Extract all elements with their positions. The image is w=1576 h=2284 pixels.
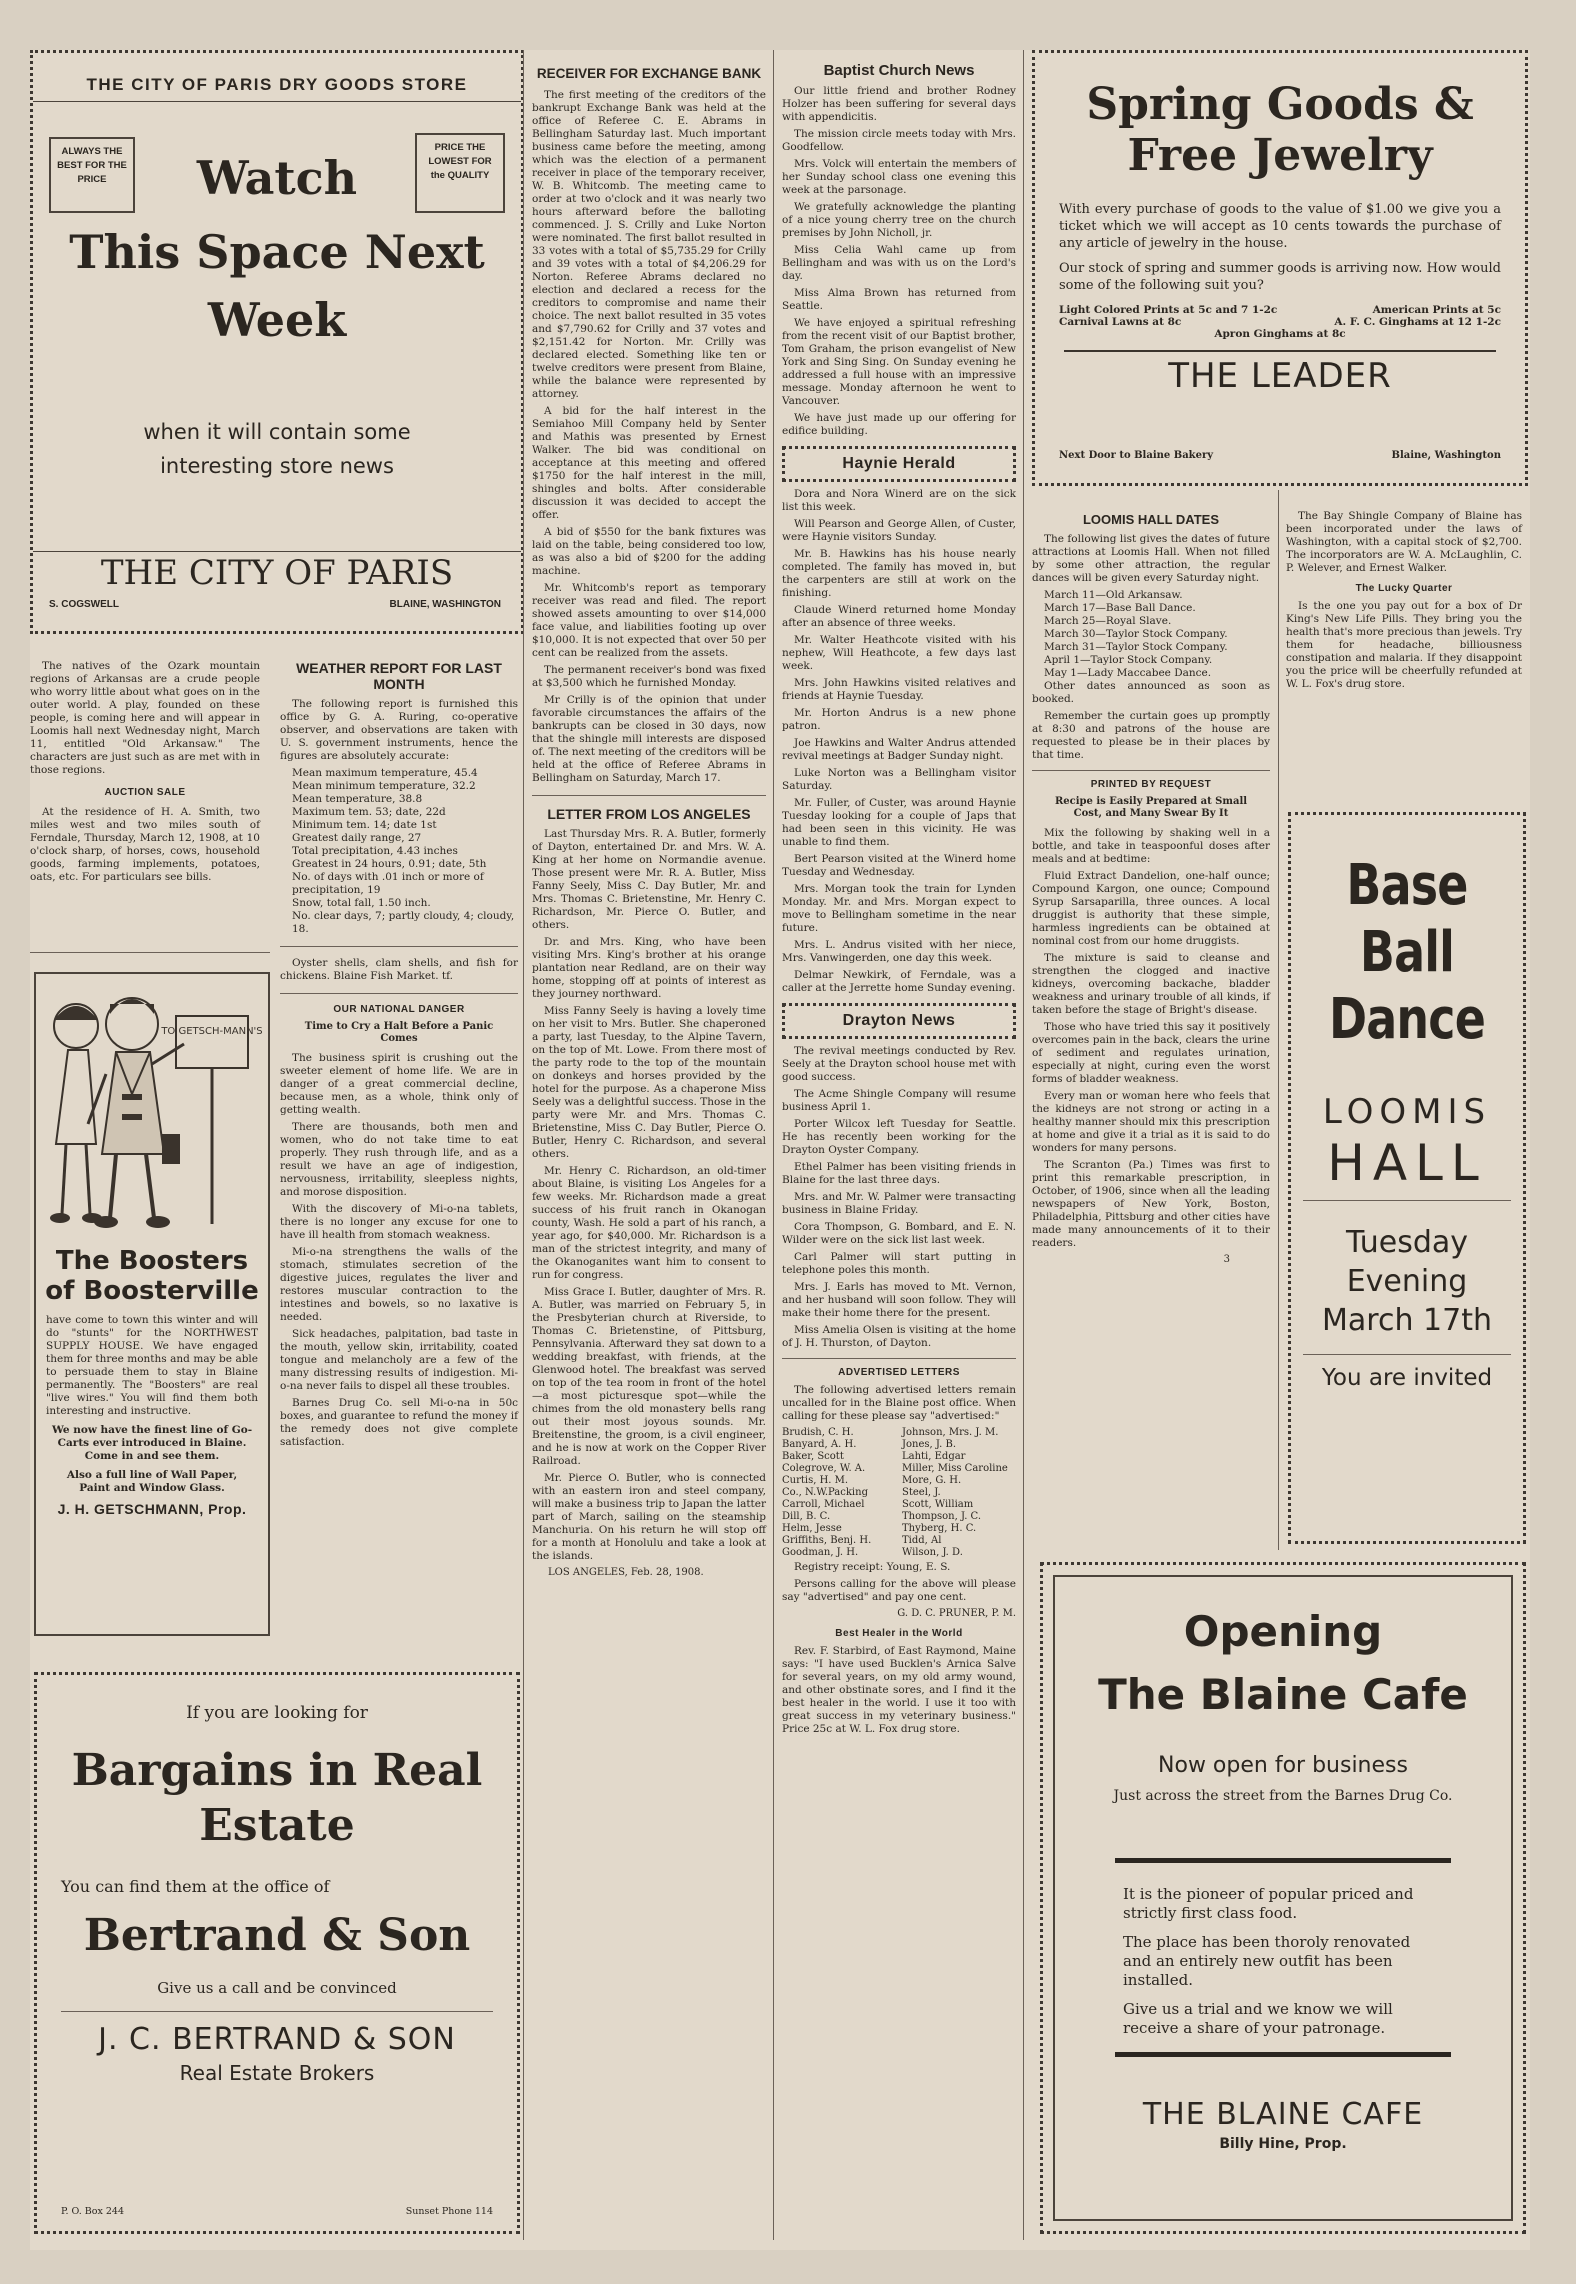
auction-title: AUCTION SALE [104, 787, 186, 798]
dance-word: Dance [1328, 987, 1486, 1052]
baptist-para: Miss Alma Brown has returned from Seattle. [782, 287, 1016, 312]
weather-title: WEATHER REPORT FOR LAST MONTH [296, 660, 502, 692]
recipe-para: The Scranton (Pa.) Times was first to print this remarkable prescription, in October, of 1906, since when all the leading newspapers of New York, Boston, Philadelphia, Pittsburg and other cities have made many announcements of it to their readers. [1032, 1158, 1270, 1249]
letter-name: Wilson, J. D. [902, 1546, 963, 1558]
letter-name: More, G. H. [902, 1474, 962, 1486]
haynie-para: Joe Hawkins and Walter Andrus attended revival meetings at Badger Sunday night. [782, 737, 1016, 762]
this-space-next: This Space Next [69, 225, 485, 279]
column-4 [782, 62, 1016, 1740]
drayton-para: The Acme Shingle Company will resume business April 1. [782, 1088, 1016, 1113]
la-letter-title: LETTER FROM LOS ANGELES [547, 806, 751, 822]
letter-name: Dill, B. C. [782, 1510, 831, 1522]
boosters-title: The Boosters [55, 1246, 249, 1276]
sunset-phone: Sunset Phone 114 [405, 2206, 493, 2217]
drayton-para: Miss Amelia Olsen is visiting at the home of J. H. Thurston, of Dayton. [782, 1324, 1016, 1349]
bargains-heading: Bargains in Real [71, 1745, 483, 1796]
city-of-paris-ad [30, 50, 524, 634]
letter-name: Goodman, J. H. [782, 1546, 859, 1558]
weather-item: Mean maximum temperature, 45.4 [292, 767, 478, 779]
loomis-date: March 25—Royal Slave. [1044, 615, 1172, 627]
haynie-para: Mrs. Morgan took the train for Lynden Monday. Mr. and Mrs. Morgan expect to move to Bellingham sometime in the near future. [782, 883, 1016, 934]
other-dates: Other dates announced as soon as booked. [1032, 680, 1270, 705]
receiver-para: Mr Crilly is of the opinion that under favorable circumstances the affairs of the bankrupts can be closed in 30 days, now that the shingle mill interests are disposed of. The next meeting of the creditors will be held at the office of Referee Abrams in Bellingham on Saturday, March 17. [532, 694, 766, 784]
shingle-company: The Bay Shingle Company of Blaine has been incorporated under the laws of Washington, with a capital stock of $2,700. The incorporators are W. A. McLaughlin, C. P. Welever, and Ernest Walker. [1286, 510, 1522, 574]
la-letter-para: Miss Grace I. Butler, daughter of Mrs. R. A. Butler, was married on February 5, in the Presbyterian church at Riverside, to Thomas C. Brietenstine, of Pittsburg, Pennsylvania. Afterward they sat down to a wedding breakfast, with friends, at the Glenwood hotel. The breakfast was served on top of the tea room in front of the hotel—a most picturesque spot—while the chimes from the old monastery bells rang out their most joyous sounds. Mr. Breitenstine, the groom, is a civil engineer, and he is now at work on the Copper River Railroad. [532, 1286, 766, 1467]
recipe-kicker: PRINTED BY REQUEST [1090, 779, 1212, 790]
go-carts-text: We now have the finest line of Go-Carts ever introduced in Blaine. Come in and see them. [51, 1424, 253, 1462]
letter-name: Scott, William [902, 1498, 974, 1510]
blaine-cafe-ad [1040, 1562, 1526, 2234]
recipe-title: Recipe is Easily Prepared at Small Cost, and Many Swear By It [1054, 795, 1248, 819]
drayton-para: Mrs. J. Earls has moved to Mt. Vernon, and her husband will soon follow. They will make their home there for the present. [782, 1281, 1016, 1319]
always-best-box: ALWAYS THE BEST FOR THE PRICE [49, 137, 135, 213]
ball-word: Ball [1359, 920, 1455, 985]
national-danger-para: Mi-o-na strengthens the walls of the stomach, stimulates secretion of the digestive juices, regulates the liver and restores muscular contraction to the intestines and bowels, so no laxative is needed. [280, 1245, 518, 1323]
drayton-title: Drayton News [842, 1012, 956, 1029]
la-letter-para: Miss Fanny Seely is having a lovely time on her visit to Mrs. Butler. She chaperoned a party, last Tuesday, to the Alpine Tavern, on the top of Mt. Lowe. From there most of the party rode to the top of the mountain on donkeys and horses provided by the hotel for the purpose. As a chaperone Miss Seely was a delightful success. Those in the party were Mr. and Mrs. Thomas C. Brietenstine, Miss C. Day Butler, Pierce O. Butler, Henry C. Richardson, and several others. [532, 1005, 766, 1160]
letter-name: Jones, J. B. [902, 1438, 956, 1450]
getschmann-prop: J. H. GETSCHMANN, Prop. [57, 1501, 247, 1517]
across-street: Just across the street from the Barnes Drug Co. [1113, 1788, 1453, 1804]
letter-name: Helm, Jesse [782, 1522, 842, 1534]
haynie-para: Mr. B. Hawkins has his house nearly completed. The family has moved in, but the carpenters are still at work on the finishing. [782, 548, 1016, 599]
national-danger-para: There are thousands, both men and women, who do not take time to eat properly. They rush through life, and as a result we have an age of indigestion, nervousness, irritability, sleepless nights, and morose disposition. [280, 1120, 518, 1198]
leader-right-foot: Blaine, Washington [1391, 450, 1501, 461]
best-healer-text: Rev. F. Starbird, of East Raymond, Maine says: "I have used Bucklen's Arnica Salve for several years, on my old army wound, and other obstinate sores, and I find it the best healer in the world. I use it too with great success in my veterinary business." Price 25c at W. L. Fox drug store. [782, 1644, 1016, 1735]
letter-name: Johnson, Mrs. J. M. [902, 1426, 999, 1438]
blaine-cafe-footer: THE BLAINE CAFE [1142, 2097, 1424, 2132]
loomis-date: April 1—Taylor Stock Company. [1044, 654, 1213, 666]
drayton-para: The revival meetings conducted by Rev. Seely at the Drayton school house met with good success. [782, 1045, 1016, 1083]
curtain-note: Remember the curtain goes up promptly at 8:30 and patrons of the house are requested to please be in their places by that time. [1032, 710, 1270, 761]
haynie-title: Haynie Herald [842, 455, 956, 472]
carnival-lawns: Carnival Lawns at 8c [1059, 316, 1182, 328]
haynie-para: Claude Winerd returned home Monday after an absence of three weeks. [782, 604, 1016, 629]
la-letter-para: Dr. and Mrs. King, who have been visiting Mrs. King's brother at his orange plantation near Redland, are on their way home, stopping off at points of interest as they journey northward. [532, 936, 766, 1000]
cafe-renovated: The place has been thoroly renovated and an entirely new outfit has been installed. [1123, 1933, 1411, 1989]
now-open: Now open for business [1158, 1753, 1408, 1778]
national-danger-para: With the discovery of Mi-o-na tablets, there is no longer any excuse for one to have ill health from stomach weakness. [280, 1202, 518, 1241]
column-1 [30, 660, 260, 888]
baptist-para: Our little friend and brother Rodney Holzer has been suffering for several days with appendicitis. [782, 85, 1016, 123]
baptist-para: Miss Celia Wahl came up from Bellingham and was with us on the Lord's day. [782, 244, 1016, 282]
loomis-date: May 1—Lady Maccabee Dance. [1044, 667, 1212, 679]
receiver-para: The first meeting of the creditors of the bankrupt Exchange Bank was held at the office of Referee C. E. Abrams in Bellingham Saturday last. Much important business came before the meeting, among which was the election of a permanent receiver in place of the temporary receiver, W. B. Whitcomb. The meeting came to order at two o'clock and it was nearly two hours afterward before the balloting commenced. J. S. Crilly and Luke Norton were nominated. The first ballot resulted in 33 votes with a total of $5,735.29 for Crilly and 39 votes with a total of $4,206.29 for Norton. Referee Abrams declared no election and declared a recess for the creditors to compromise and name their choice. The next ballot resulted in 35 votes and $7,790.62 for Crilly and 37 votes and $2,151.42 for Norton. Mr. Crilly was declared elected. Something like ten or twelve creditors were present from Blaine, while the balance were represented by attorney. [532, 89, 766, 400]
boosters-ad [34, 972, 270, 1636]
advertised-closing: Persons calling for the above will please say "advertised" and pay one cent. [782, 1577, 1016, 1603]
national-danger-para: The business spirit is crushing out the sweeter element of home life. We are in danger of a great commercial decline, because men, as a whole, think only of getting wealth. [280, 1051, 518, 1116]
apron-ginghams: Apron Ginghams at 8c [1214, 328, 1346, 340]
opening-heading: Opening [1183, 1607, 1383, 1656]
watch-heading: Watch [196, 151, 358, 205]
spring-goods-p1: With every purchase of goods to the value of $1.00 we give you a ticket which we will accept as 10 cents towards the purchase of any article of jewelry in the house. [1059, 202, 1501, 251]
estate-heading: Estate [199, 1800, 355, 1851]
weather-item: No. of days with .01 inch or more of precipitation, 19 [292, 871, 484, 896]
loomis-date: March 17—Base Ball Dance. [1044, 602, 1196, 614]
la-letter-para: Mr. Henry C. Richardson, an old-timer about Blaine, is visiting Los Angeles for a few weeks. Mr. Richardson made a great success of his fruit ranch in Okanogan county, Wash. He sold a part of his ranch, a year ago, for $40,000. Mr. Richardson is a man of the strictest integrity, and many of the Okanoganites want him to consent to run for congress. [532, 1165, 766, 1281]
loomis-date: March 11—Old Arkansaw. [1044, 589, 1183, 601]
week-heading: Week [207, 293, 347, 347]
afc-ginghams: A. F. C. Ginghams at 12 1-2c [1334, 316, 1501, 328]
looking-for: If you are looking for [186, 1703, 368, 1723]
the-leader-name: THE LEADER [1168, 356, 1392, 396]
bertrand-firm: J. C. BERTRAND & SON [98, 2022, 456, 2057]
price-row-2 [1059, 316, 1501, 328]
letter-name: Co., N.W.Packing [782, 1486, 868, 1498]
recipe-para: Every man or woman here who feels that the kidneys are not strong or acting in a healthy manner should mix this prescription at home and give it a trial as it is said to do wonders for many persons. [1032, 1089, 1270, 1154]
weather-item: Total precipitation, 4.43 inches [292, 845, 458, 857]
baptist-para: Mrs. Volck will entertain the members of her Sunday school class one evening this week at the parsonage. [782, 158, 1016, 196]
haynie-para: Mr. Walter Heathcote visited with his nephew, Will Heathcote, a few days last week. [782, 634, 1016, 672]
receiver-title: RECEIVER FOR EXCHANGE BANK [536, 66, 762, 81]
baptist-para: We have just made up our offering for edifice building. [782, 412, 1016, 437]
recipe-mark: 3 [1223, 1253, 1230, 1265]
city-of-paris-header: THE CITY OF PARIS DRY GOODS STORE [86, 75, 468, 94]
price-row-1 [1059, 304, 1501, 316]
store-news-sub: when it will contain some interesting store news [143, 420, 411, 478]
best-healer-title: Best Healer in the World [835, 1628, 963, 1639]
drayton-header [782, 1003, 1016, 1039]
hall-word: HALL [1327, 1134, 1487, 1192]
boosterville-title: of Boosterville [45, 1276, 259, 1306]
lucky-quarter-text: Is the one you pay out for a box of Dr King's New Life Pills. They bring you the health that's more precious than jewels. Try them for headache, billiousness constipation and malaria. If they disappoint you the price will be cheerfully refunded at W. L. Fox's drug store. [1286, 599, 1522, 690]
baptist-title: Baptist Church News [823, 62, 975, 79]
cafe-trial: Give us a trial and we know we will receive a share of your patronage. [1123, 2000, 1393, 2037]
oyster-shells: Oyster shells, clam shells, and fish for chickens. Blaine Fish Market. tf. [280, 957, 518, 982]
advertised-title: ADVERTISED LETTERS [838, 1367, 960, 1378]
haynie-para: Dora and Nora Winerd are on the sick list this week. [782, 488, 1016, 513]
boosters-text: have come to town this winter and will do "stunts" for the NORTHWEST SUPPLY HOUSE. We have engaged them for three months and may be able to persuade them to stay in Blaine permanently. The "Boosters" are real "live wires." You will find them both interesting and instructive. [46, 1314, 258, 1417]
loomis-dates-list [1032, 589, 1270, 680]
drayton-para: Ethel Palmer has been visiting friends in Blaine for the last three days. [782, 1161, 1016, 1186]
cafe-pioneer: It is the pioneer of popular priced and strictly first class food. [1123, 1885, 1414, 1922]
lucky-quarter-title: The Lucky Quarter [1355, 583, 1453, 594]
national-danger-subtitle: Time to Cry a Halt Before a Panic Comes [304, 1020, 494, 1044]
drayton-para: Mrs. and Mr. W. Palmer were transacting business in Blaine Friday. [782, 1191, 1016, 1216]
receiver-para: A bid of $550 for the bank fixtures was laid on the table, being considered too low, as was also a bid of $200 for the adding machine. [532, 526, 766, 577]
column-5 [1032, 512, 1270, 1266]
haynie-para: Mr. Fuller, of Custer, was around Haynie Tuesday looking for a couple of Japs that had been seen in this vicinity. He was unable to find them. [782, 797, 1016, 848]
blaine-cafe-heading: The Blaine Cafe [1098, 1670, 1468, 1719]
loomis-dates-title: LOOMIS HALL DATES [1082, 512, 1220, 527]
column-2 [280, 660, 518, 1453]
drayton-para: Porter Wilcox left Tuesday for Seattle. He has recently been working for the Drayton Oyster Company. [782, 1118, 1016, 1156]
wall-paper-text: Also a full line of Wall Paper, Paint and Window Glass. [66, 1469, 238, 1494]
getschmann-sign-text: TO GETSCH-MANN'S [161, 1026, 263, 1037]
haynie-para: Luke Norton was a Bellingham visitor Saturday. [782, 767, 1016, 792]
ozark-story: The natives of the Ozark mountain regions of Arkansas are a crude people who worry little about what goes on in the outer world. A play, founded on these people, is coming here and will appear in Loomis hall next Wednesday night, March 11, entitled "Old Arkansaw." The characters are just such as are met with in those regions. [30, 660, 260, 776]
baptist-para: The mission circle meets today with Mrs. Goodfellow. [782, 128, 1016, 153]
receiver-para: A bid for the half interest in the Semiahoo Mill Company held by Senter and Mathis was presented by Ernest Walker. The bid was conditional on acceptance at this meeting and offered $1750 for the half interest in the mill, shingles and bolts. After considerable discussion it was decided to accept the offer. [532, 405, 766, 521]
haynie-para: Bert Pearson visited at the Winerd home Tuesday and Wednesday. [782, 853, 1016, 878]
bertrand-ad [34, 1672, 520, 2234]
weather-item: Minimum tem. 14; date 1st [292, 819, 437, 831]
haynie-para: Mr. Horton Andrus is a new phone patron. [782, 707, 1016, 732]
advertised-intro: The following advertised letters remain uncalled for in the Blaine post office. When calling for these please say "advertised:" [782, 1383, 1016, 1422]
letter-name: Lahti, Edgar [902, 1450, 966, 1462]
call-convinced: Give us a call and be convinced [157, 1979, 397, 1997]
national-danger-para: Barnes Drug Co. sell Mi-o-na in 50c boxes, and guarantee to refund the money if the remedy does not give complete satisfaction. [280, 1396, 518, 1448]
haynie-para: Will Pearson and George Allen, of Custer, were Haynie visitors Sunday. [782, 518, 1016, 543]
la-letter-para: Last Thursday Mrs. R. A. Butler, formerly of Dayton, entertained Dr. and Mrs. W. A. King at her home on Normandie avenue. Those present were Mr. R. A. Butler, Miss Fanny Seely, Miss C. Day Butler, Mr. and Mrs. Thomas C. Brietenstine, Mr. Henry C. Richardson, Mr. Pierce O. Butler, and others. [532, 828, 766, 931]
letter-name: Griffiths, Benj. H. [782, 1534, 872, 1546]
recipe-para: Fluid Extract Dandelion, one-half ounce; Compound Kargon, one ounce; Compound Syrup Sarsaparilla, three ounces. A local druggist is authority that these simple, harmless ingredients can be obtained at nominal cost from our home druggists. [1032, 869, 1270, 947]
letter-name: Miller, Miss Caroline [902, 1462, 1008, 1474]
weather-item: Maximum tem. 53; date, 22d [292, 806, 446, 818]
weather-item: No. clear days, 7; partly cloudy, 4; cloudy, 18. [292, 910, 515, 935]
column-6 [1286, 510, 1522, 695]
registry-receipt: Registry receipt: Young, E. S. [794, 1560, 951, 1573]
you-are-invited: You are invited [1321, 1365, 1493, 1391]
real-estate-brokers: Real Estate Brokers [179, 2061, 375, 2085]
recipe-para: The mixture is said to cleanse and strengthen the clogged and inactive kidneys, overcoming backache, bladder weakness and urinary trouble of all kinds, if taken before the stage of Bright's disease. [1032, 951, 1270, 1016]
weather-list [280, 767, 518, 936]
letter-name: Colegrove, W. A. [782, 1462, 866, 1474]
letter-name: Carroll, Michael [782, 1498, 865, 1510]
newspaper-page [30, 50, 1530, 2250]
weather-item: Snow, total fall, 1.50 inch. [292, 897, 431, 909]
price-lowest-box: PRICE THE LOWEST FOR the QUALITY [415, 133, 505, 213]
recipe-para: Those who have tried this say it positively overcomes pain in the back, clears the urine of sediment and regulates urination, especially at night, curing even the worst forms of bladder weakness. [1032, 1020, 1270, 1085]
baptist-para: We gratefully acknowledge the planting of a nice young cherry tree on the church premises by John Nicholl, jr. [782, 201, 1016, 239]
american-prints: American Prints at 5c [1372, 304, 1501, 316]
letter-name: Banyard, A. H. [782, 1438, 857, 1450]
drayton-para: Carl Palmer will start putting in telephone poles this month. [782, 1251, 1016, 1276]
letter-name: Steel, J. [902, 1486, 941, 1498]
spring-goods-p2: Our stock of spring and summer goods is arriving now. How would some of the following suit you? [1059, 261, 1501, 293]
advertised-names [782, 1427, 1016, 1559]
drayton-para: Cora Thompson, G. Bombard, and E. N. Wilder were on the sick list last week. [782, 1221, 1016, 1246]
spring-goods-ad [1032, 50, 1528, 486]
boosters-cartoon [36, 974, 264, 1244]
letter-name: Baker, Scott [782, 1450, 844, 1462]
baptist-para: We have enjoyed a spiritual refreshing from the recent visit of our Baptist brother, Tom Graham, the prison evangelist of New York and Sing Sing. On Sunday evening he addressed a full house with an impressive message. Monday afternoon he went to Vancouver. [782, 317, 1016, 407]
po-box: P. O. Box 244 [61, 2206, 124, 2217]
spring-goods-title: Spring Goods & [1086, 79, 1474, 130]
haynie-para: Delmar Newkirk, of Ferndale, was a caller at the Jerrette home Sunday evening. [782, 969, 1016, 994]
bertrand-son-heading: Bertrand & Son [83, 1910, 471, 1961]
letter-name: Thompson, J. C. [902, 1510, 982, 1522]
free-jewelry-title: Free Jewelry [1127, 130, 1433, 181]
haynie-para: Mrs. L. Andrus visited with her niece, Mrs. Vanwingerden, one day this week. [782, 939, 1016, 964]
national-danger-title: OUR NATIONAL DANGER [333, 1004, 465, 1015]
city-of-paris-name: THE CITY OF PARIS [100, 553, 454, 593]
weather-item: Greatest in 24 hours, 0.91; date, 5th [292, 858, 487, 870]
loomis-dates-intro: The following list gives the dates of future attractions at Loomis Hall. When not filled by some other attraction, the regular dances will be given every Saturday night. [1032, 533, 1270, 584]
letter-name: Curtis, H. M. [782, 1474, 849, 1486]
letter-name: Brudish, C. H. [782, 1426, 854, 1438]
receiver-para: Mr. Whitcomb's report as temporary receiver was read and filed. The report showed assets amounting to over $14,000 face value, and liabilities footing up over $10,000. It is not expected that over 50 per cent can be realized from the assets. [532, 582, 766, 659]
light-prints: Light Colored Prints at 5c and 7 1-2c [1059, 304, 1278, 316]
loomis-date: March 30—Taylor Stock Company. [1044, 628, 1228, 640]
blaine-washington: BLAINE, WASHINGTON [389, 599, 501, 610]
evening-word: Evening [1346, 1264, 1468, 1299]
weather-item: Greatest daily range, 27 [292, 832, 422, 844]
weather-item: Mean minimum temperature, 32.2 [292, 780, 476, 792]
haynie-para: Mrs. John Hawkins visited relatives and friends at Haynie Tuesday. [782, 677, 1016, 702]
pruner-signature: G. D. C. PRUNER, P. M. [897, 1607, 1016, 1619]
la-letter-para: Mr. Pierce O. Butler, who is connected with an eastern iron and steel company, will make a business trip to Japan the latter part of March, sailing on the steamship Manchuria. On his return he will stop off for a month at Honolulu and take a look at the islands. [532, 1472, 766, 1562]
march-17-word: March 17th [1322, 1303, 1492, 1338]
letter-name: Thyberg, H. C. [902, 1522, 977, 1534]
recipe-para: Mix the following by shaking well in a bottle, and take in teaspoonful doses after meals and at bedtime: [1032, 826, 1270, 865]
baseball-dance-ad [1288, 812, 1526, 1544]
receiver-para: The permanent receiver's bond was fixed at $3,500 which he furnished Monday. [532, 664, 766, 689]
tuesday-word: Tuesday [1345, 1225, 1469, 1260]
column-3 [532, 66, 766, 1580]
cogswell: S. COGSWELL [49, 599, 119, 610]
la-dateline: LOS ANGELES, Feb. 28, 1908. [548, 1567, 704, 1578]
find-them: You can find them at the office of [61, 1877, 330, 1896]
auction-text: At the residence of H. A. Smith, two miles west and two miles south of Ferndale, Thursday, March 12, 1908, at 10 o'clock sharp, of horses, cows, household goods, farming implements, potatoes, oats, etc. For particulars see bills. [30, 805, 260, 883]
weather-intro: The following report is furnished this office by G. A. Ruring, co-operative observer, and observations are taken with U. S. government instruments, hence the figures are absolutely accurate: [280, 698, 518, 762]
haynie-header [782, 446, 1016, 482]
loomis-date: March 31—Taylor Stock Company. [1044, 641, 1228, 653]
letter-name: Tidd, Al [902, 1534, 942, 1546]
leader-left-foot: Next Door to Blaine Bakery [1059, 450, 1214, 461]
base-word: Base [1346, 853, 1468, 918]
weather-item: Mean temperature, 38.8 [292, 793, 423, 805]
billy-hine-prop: Billy Hine, Prop. [1219, 2136, 1347, 2152]
loomis-word: LOOMIS [1322, 1092, 1492, 1132]
national-danger-para: Sick headaches, palpitation, bad taste in the mouth, yellow skin, irritability, coated tongue and melancholy are a few of the many distressing results of indigestion. Mi-o-na never fails to dispel all these troubles. [280, 1327, 518, 1392]
